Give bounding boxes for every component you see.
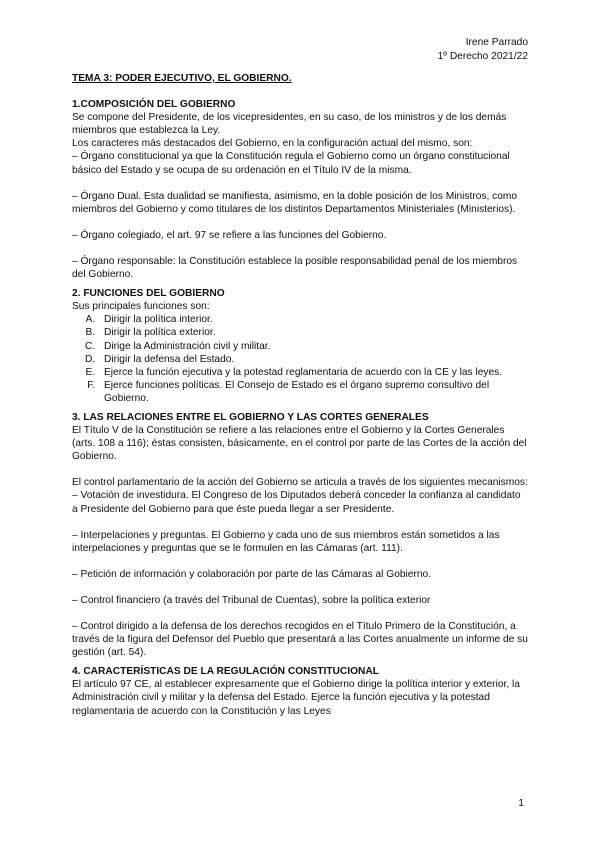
paragraph: – Órgano Dual. Esta dualidad se manifiesta, asimismo, en la doble posición de los Ministros, como miembros del Gobierno y como titulares de los distintos Departamentos Ministeriales (Ministerios). xyxy=(72,190,518,215)
page-number: 1 xyxy=(518,798,524,809)
paragraph: – Órgano responsable: la Constitución establece la posible responsabilidad penal de los miembros del Gobierno. xyxy=(72,255,518,281)
paragraph: – Órgano colegiado, el art. 97 se refiere a las funciones del Gobierno. xyxy=(72,229,387,241)
paragraph: El control parlamentario de la acción del Gobierno se articula a través de los siguientes mecanismos: xyxy=(72,477,528,489)
paragraph: – Control financiero (a través del Tribunal de Cuentas), sobre la política exterior xyxy=(72,594,431,606)
section-heading: 2. FUNCIONES DEL GOBIERNO xyxy=(72,288,225,300)
list-item: D. Dirigir la defensa del Estado. xyxy=(98,353,528,366)
list-item: F. Ejerce funciones políticas. El Consejo de Estado es el órgano supremo consultivo del Gobierno. xyxy=(98,379,528,405)
section-funciones xyxy=(72,287,528,405)
paragraph: – Petición de información y colaboración por parte de las Cámaras al Gobierno. xyxy=(72,568,432,580)
paragraph: – Órgano constitucional ya que la Constitución regula el Gobierno como un órgano constitucional básico del Estado y se ocupa de su ordenación en el Título IV de la misma. xyxy=(72,151,510,176)
list-item: C. Dirige la Administración civil y militar. xyxy=(98,340,528,353)
paragraph: Los caracteres más destacados del Gobierno, en la configuración actual del mismo, son: xyxy=(72,138,473,150)
paragraph: Se compone del Presidente, de los vicepresidentes, en su caso, de los ministros y de los demás miembros que establezca la Ley. xyxy=(72,112,507,137)
section-heading: 4. CARACTERÍSTICAS DE LA REGULACIÓN CONSTITUCIONAL xyxy=(72,666,379,678)
paragraph: Sus principales funciones son: xyxy=(72,301,210,313)
section-relaciones xyxy=(72,411,528,659)
section-composicion xyxy=(72,98,528,281)
list-item: E. Ejerce la función ejecutiva y la potestad reglamentaria de acuerdo con la CE y las leyes. xyxy=(98,366,528,379)
document-body xyxy=(72,72,528,718)
list-item: A. Dirigir la política interior. xyxy=(98,313,528,326)
course-label: 1º Derecho 2021/22 xyxy=(437,51,528,62)
page-header xyxy=(438,36,528,64)
section-heading: 3. LAS RELACIONES ENTRE EL GOBIERNO Y LAS CORTES GENERALES xyxy=(72,411,429,423)
document-title: TEMA 3: PODER EJECUTIVO, EL GOBIERNO. xyxy=(72,73,292,84)
paragraph: – Control dirigido a la defensa de los derechos recogidos en el Título Primero de la Constitución, a través de la figura del Defensor del Pueblo que presentará a las Cortes anualmente un informe de su gestión (art. 54). xyxy=(72,621,528,659)
paragraph: – Votación de investidura. El Congreso de los Diputados deberá conceder la confianza al candidato a Presidente del Gobierno para que éste pueda llegar a ser Presidente. xyxy=(72,490,521,515)
section-heading: 1.COMPOSICIÓN DEL GOBIERNO xyxy=(72,99,236,111)
paragraph: El Título V de la Constitución se refiere a las relaciones entre el Gobierno y la Cortes Generales (arts. 108 a 116); éstas consisten, básicamente, en el control por parte de las Cortes de la acción del Gobierno. xyxy=(72,425,527,463)
paragraph: – Interpelaciones y preguntas. El Gobierno y cada uno de sus miembros están sometidos a las interpelaciones y preguntas que se le formulen en las Cámaras (art. 111). xyxy=(72,529,500,554)
paragraph: El artículo 97 CE, al establecer expresamente que el Gobierno dirige la política interior y exterior, la Administración civil y militar y la defensa del Estado. Ejerce la función ejecutiva y la potestad reglamentaria de acuerdo con la Constitución y las Leyes xyxy=(72,679,520,717)
functions-list xyxy=(72,313,528,405)
author-name: Irene Parrado xyxy=(465,37,528,48)
section-caracteristicas xyxy=(72,665,528,717)
list-item: B. Dirigir la política exterior. xyxy=(98,326,528,339)
